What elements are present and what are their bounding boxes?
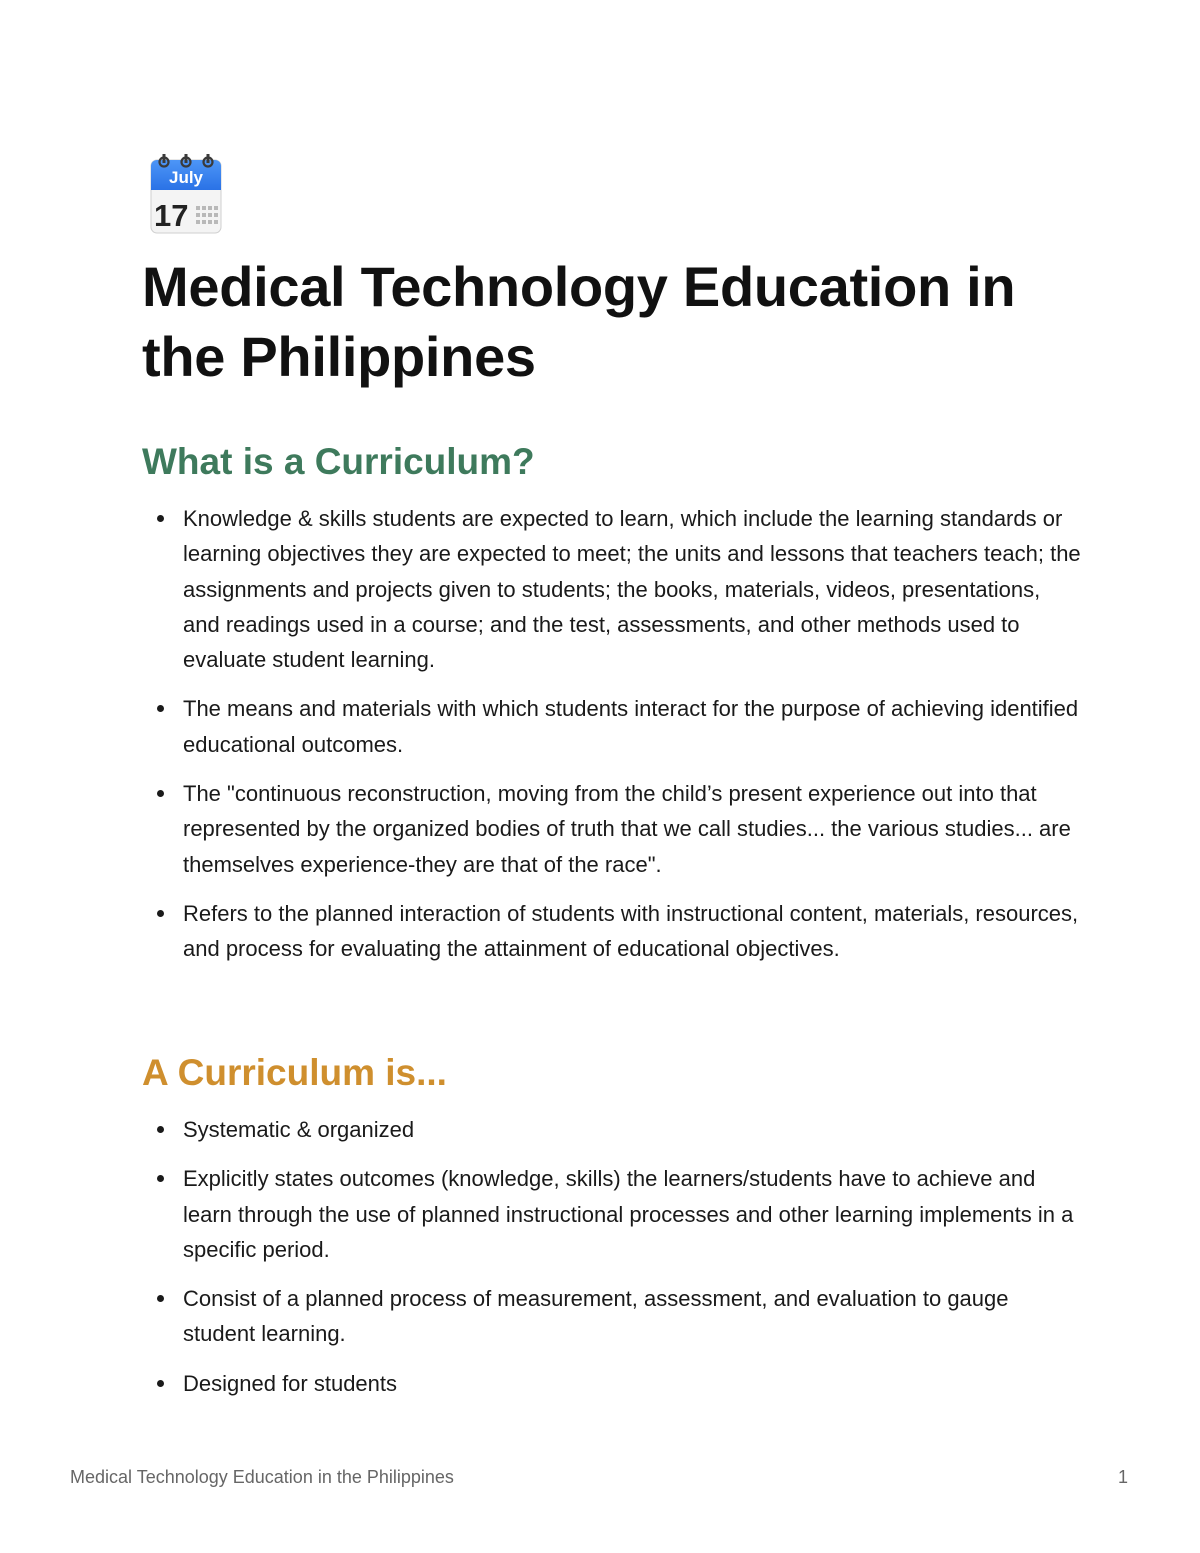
calendar-month: July [168,168,204,187]
bullet-list [142,1112,1082,1401]
list-item: Designed for students [142,1366,1082,1401]
page-title: Medical Technology Education in the Philippines [142,255,1016,388]
list-item: The "continuous reconstruction, moving from the child’s present experience out into that represented by the organized bodies of truth that we call studies... the various studies... are themselves experience-they are that of the race". [142,776,1082,882]
section-heading: A Curriculum is... [142,1052,447,1093]
list-item: Consist of a planned process of measurement, assessment, and evaluation to gauge student learning. [142,1281,1082,1352]
section-heading: What is a Curriculum? [142,441,535,482]
list-item: Explicitly states outcomes (knowledge, skills) the learners/students have to achieve and learn through the use of planned instructional processes and other learning implements in a specific period. [142,1161,1082,1267]
list-item: Refers to the planned interaction of students with instructional content, materials, resources, and process for evaluating the attainment of educational objectives. [142,896,1082,967]
bullet-list [142,501,1082,967]
list-item: Systematic & organized [142,1112,1082,1147]
footer-document-title: Medical Technology Education in the Philippines [70,1467,454,1487]
calendar-icon [150,154,222,234]
footer-page-number: 1 [1117,1467,1128,1487]
list-item: The means and materials with which students interact for the purpose of achieving identified educational outcomes. [142,691,1082,762]
section-a-curriculum-is [142,1051,1082,1401]
list-item: Knowledge & skills students are expected to learn, which include the learning standards or learning objectives they are expected to meet; the units and lessons that teachers teach; the assignments and projects given to students; the books, materials, videos, presentations, and readings used in a course; and the test, assessments, and other methods used to evaluate student learning. [142,501,1082,677]
section-what-is-curriculum [142,440,1082,967]
calendar-day: 17 [154,198,189,233]
